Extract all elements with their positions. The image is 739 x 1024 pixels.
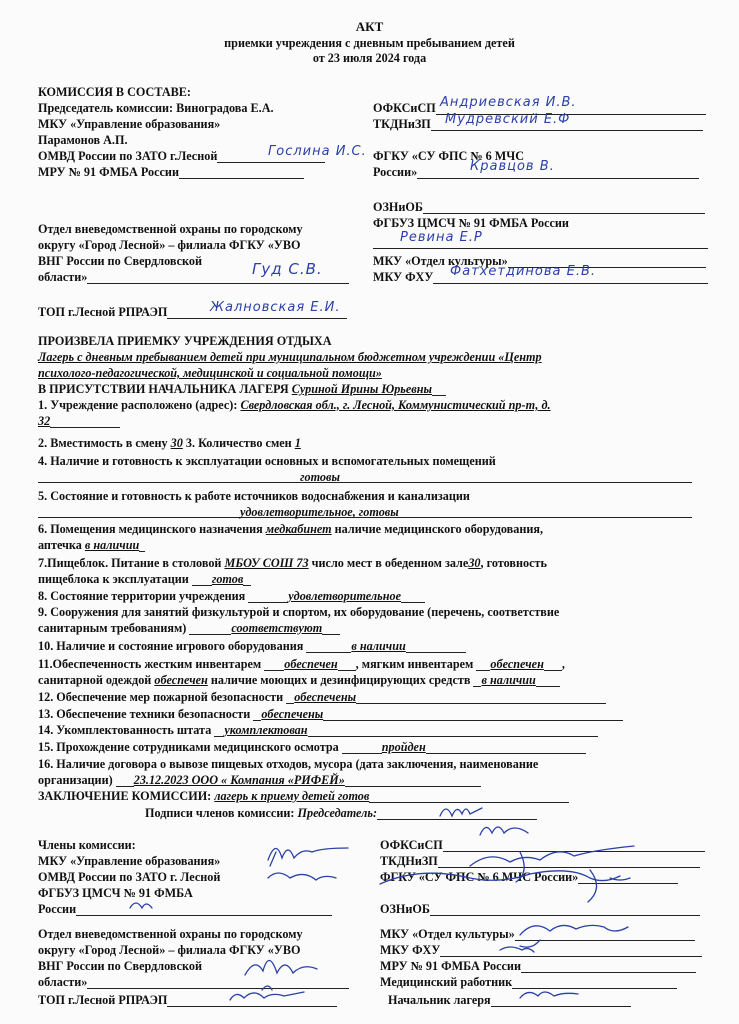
item-6-cont: аптечка в наличии <box>38 538 145 552</box>
sig-m2 <box>268 873 336 880</box>
chair-org: МКУ «Управление образования» <box>38 117 221 131</box>
member-1: МКУ «Управление образования» <box>38 854 221 868</box>
member-r9: Начальник лагеря <box>388 993 631 1007</box>
members-heading: Члены комиссии: <box>38 838 136 852</box>
ohrana-handwriting: Гуд С.В. <box>252 260 323 278</box>
item-11: 11.Обеспеченность жестким инвентарем обеспечен , мягким инвентарем обеспечен , <box>38 657 565 671</box>
item-5-value: удовлетворительное, готовы <box>240 505 399 519</box>
presence-line: В ПРИСУТСТВИИ НАЧАЛЬНИКА ЛАГЕРЯ Суриной Ирины Юрьевны <box>38 382 446 396</box>
document-date: от 23 июля 2024 года <box>312 51 427 65</box>
item-7: 7.Пищеблок. Питание в столовой МБОУ СОШ 73 число мест в обеденном зале30, готовность <box>38 556 547 570</box>
member-r5: МКУ «Отдел культуры» <box>380 927 695 941</box>
signatures-line: Подписи членов комиссии: Председатель: <box>145 806 537 820</box>
fhu-label: МКУ ФХУ <box>373 270 708 284</box>
item-12: 12. Обеспечение мер пожарной безопасности обеспечены <box>38 690 606 704</box>
omvd-label: ОМВД России по ЗАТО г.Лесной <box>38 149 325 163</box>
document-title: АКТ <box>355 19 384 34</box>
item-10: 10. Наличие и состояние игрового оборудования в наличии <box>38 639 466 653</box>
member-r7: МРУ № 91 ФМБА России <box>380 959 696 973</box>
ohrana-line-4: области» <box>38 270 349 284</box>
sig-m9 <box>230 992 304 1000</box>
tkdnizp-handwriting: Мудревский Е.Ф <box>445 112 571 127</box>
fgku-handwriting: Кравцов В. <box>470 159 555 174</box>
member-6: округу «Город Лесной» – филиала ФГКУ «УВО <box>38 943 301 957</box>
sig-r2 <box>470 846 634 882</box>
fgku-line-1: ФГКУ «СУ ФПС № 6 МЧС <box>373 149 525 163</box>
sig-r3 <box>380 870 630 902</box>
member-r6: МКУ ФХУ <box>380 943 702 957</box>
item-1-cont: 32 <box>38 414 120 428</box>
member-2: ОМВД России по ЗАТО г. Лесной <box>38 870 221 884</box>
sig-m4 <box>130 903 152 908</box>
document-subtitle: приемки учреждения с дневным пребыванием детей <box>224 36 515 50</box>
item-4: 4. Наличие и готовность к эксплуатации основных и вспомогательных помещений <box>38 454 496 468</box>
member-r8: Медицинский работник <box>380 975 677 989</box>
commission-heading: КОМИССИЯ В СОСТАВЕ: <box>38 85 191 99</box>
ohrana-line-3: ВНГ России по Свердловской <box>38 254 203 268</box>
oznob-label: ОЗНиОБ <box>373 200 705 214</box>
item-1: 1. Учреждение расположено (адрес): Свердловская обл., г. Лесной, Коммунистический пр-т, д. <box>38 398 551 412</box>
member-8: области» <box>38 975 349 989</box>
ohrana-line-2: округу «Город Лесной» – филиала ФГКУ «УВО <box>38 238 301 252</box>
item-7-cont: пищеблока к эксплуатации готов <box>38 572 251 586</box>
chair-line: Председатель комиссии: Виноградова Е.А. <box>38 101 274 115</box>
ohrana-line-1: Отдел вневедомственной охраны по городскому <box>38 222 303 236</box>
ofksisp-handwriting: Андриевская И.В. <box>440 95 577 110</box>
item-15: 15. Прохождение сотрудниками медицинского осмотра пройден <box>38 740 586 754</box>
item-9-cont: санитарным требованиям) соответствуют <box>38 621 340 635</box>
omvd-handwriting: Гослина И.С. <box>268 144 367 159</box>
ofksisp-label: ОФКСиСП <box>373 101 706 115</box>
produced-heading: ПРОИЗВЕЛА ПРИЕМКУ УЧРЕЖДЕНИЯ ОТДЫХА <box>38 334 332 348</box>
top-label: ТОП г.Лесной РПРАЭП <box>38 305 347 319</box>
culture-label: МКУ «Отдел культуры» <box>373 254 706 268</box>
item-2-3: 2. Вместимость в смену 30 3. Количество смен 1 <box>38 436 301 450</box>
sig-r1 <box>480 827 528 835</box>
sig-m8 <box>245 960 317 990</box>
item-11-cont: санитарной одеждой обеспечен наличие моющих и дезинфицирующих средств в наличии <box>38 673 560 687</box>
member-r4: ОЗНиОБ <box>380 902 700 916</box>
member-9: ТОП г.Лесной РПРАЭП <box>38 993 337 1007</box>
member-r1: ОФКСиСП <box>380 838 705 852</box>
member-r2: ТКДНиЗП <box>380 854 700 868</box>
item-16: 16. Наличие договора о вывозе пищевых отходов, мусора (дата заключения, наименование <box>38 757 539 771</box>
member-r3: ФГКУ «СУ ФПС № 6 МЧС России» <box>380 870 678 884</box>
member-7: ВНГ России по Свердловской <box>38 959 203 973</box>
item-8: 8. Состояние территории учреждения удовлетворительное <box>38 589 425 603</box>
item-13: 13. Обеспечение техники безопасности обеспечены <box>38 707 623 721</box>
item-16-cont: организации) 23.12.2023 ООО « Компания «РИФЕЙ» <box>38 773 481 787</box>
item-4-value: готовы <box>300 470 340 484</box>
item-9: 9. Сооружения для занятий физкультурой и спортом, их оборудование (перечень, соответствие <box>38 605 560 619</box>
fgbuz-handwriting: Ревина Е.Р <box>400 230 483 245</box>
sig-r5 <box>520 925 628 947</box>
sig-r9 <box>520 992 578 998</box>
item-6: 6. Помещения медицинского назначения медкабинет наличие медицинского оборудования, <box>38 522 544 536</box>
top-handwriting: Жалновская Е.И. <box>210 300 341 315</box>
member-3: ФГБУЗ ЦМСЧ № 91 ФМБА <box>38 886 193 900</box>
fgku-line-2: России» <box>373 165 699 179</box>
chair-name: Парамонов А.П. <box>38 133 128 147</box>
member-5: Отдел вневедомственной охраны по городскому <box>38 927 303 941</box>
camp-line-2: психолого-педагогической, медицинской и социальной помощи» <box>38 366 382 380</box>
mru-label: МРУ № 91 ФМБА России <box>38 165 304 179</box>
camp-line-1: Лагерь с дневным пребыванием детей при муниципальном бюджетном учреждении «Центр <box>38 350 542 364</box>
fgbuz-label: ФГБУЗ ЦМСЧ № 91 ФМБА России <box>373 216 569 230</box>
sig-chair <box>440 808 482 816</box>
member-4: России <box>38 902 332 916</box>
sig-m1 <box>268 848 348 866</box>
fhu-handwriting: Фатхетдинова Е.В. <box>450 264 597 279</box>
item-5: 5. Состояние и готовность к работе источников водоснабжения и канализации <box>38 489 470 503</box>
item-14: 14. Укомплектованность штата укомплектован <box>38 723 598 737</box>
sig-r6 <box>500 947 534 952</box>
conclusion: ЗАКЛЮЧЕНИЕ КОМИССИИ: лагерь к приему детей готов <box>38 789 569 803</box>
tkdnizp-label: ТКДНиЗП <box>373 117 703 131</box>
